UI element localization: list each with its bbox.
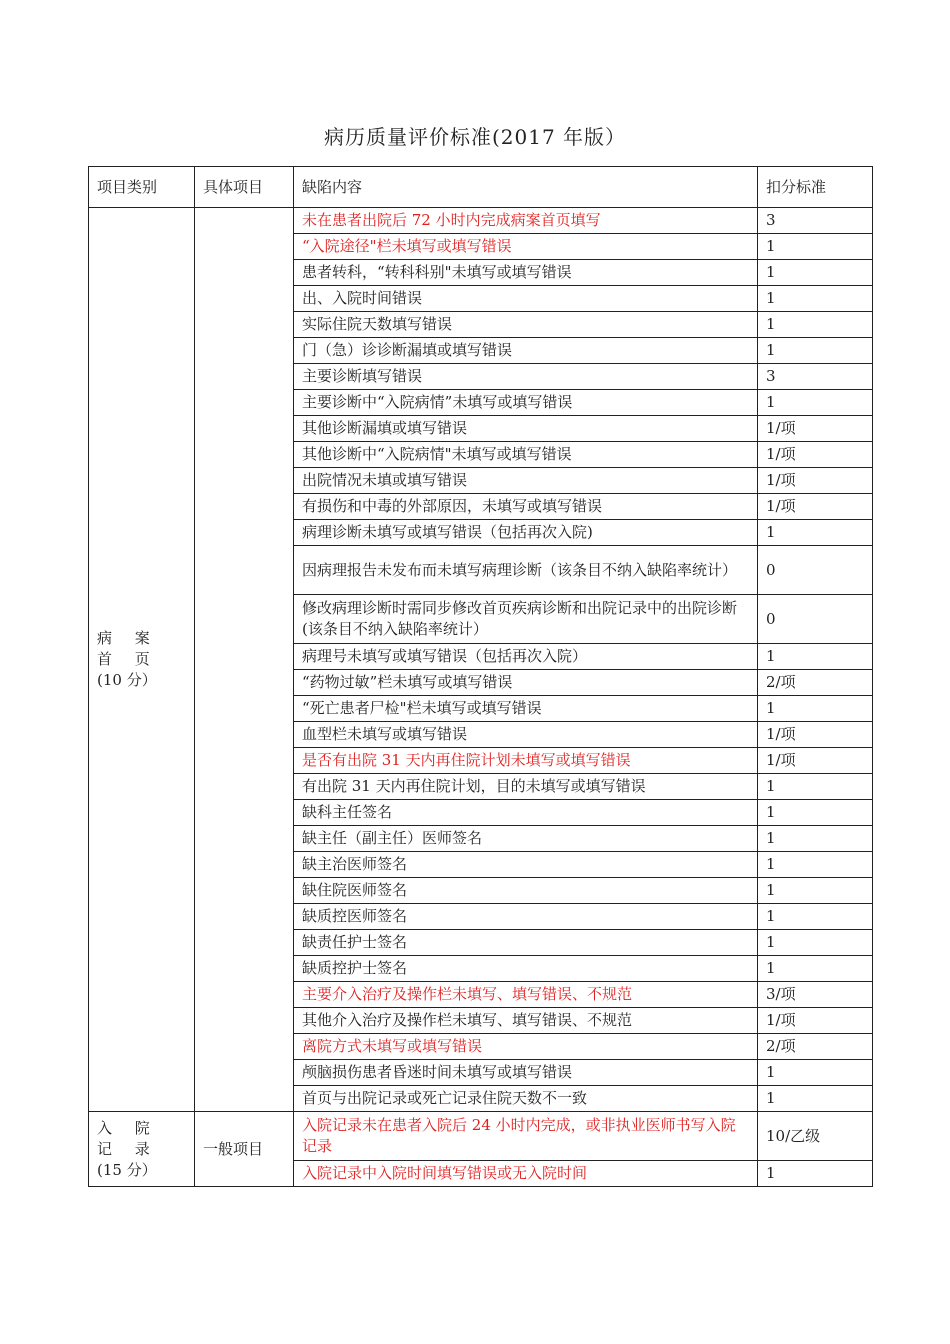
deduction-cell: 1 <box>758 826 873 852</box>
defect-cell: “入院途径"栏未填写或填写错误 <box>294 234 758 260</box>
defect-cell: 血型栏未填写或填写错误 <box>294 722 758 748</box>
defect-cell: 缺质控医师签名 <box>294 904 758 930</box>
category-cell <box>89 1112 195 1187</box>
defect-cell: 颅脑损伤患者昏迷时间未填写或填写错误 <box>294 1060 758 1086</box>
defect-cell: 主要诊断中“入院病情”未填写或填写错误 <box>294 390 758 416</box>
deduction-cell: 1 <box>758 390 873 416</box>
deduction-cell: 3/项 <box>758 982 873 1008</box>
deduction-cell: 1 <box>758 878 873 904</box>
defect-cell: 出、入院时间错误 <box>294 286 758 312</box>
header-defect: 缺陷内容 <box>294 167 758 208</box>
defect-cell: 缺责任护士签名 <box>294 930 758 956</box>
defect-cell: 因病理报告未发布而未填写病理诊断（该条目不纳入缺陷率统计） <box>294 546 758 595</box>
defect-cell: 主要介入治疗及操作栏未填写、填写错误、不规范 <box>294 982 758 1008</box>
deduction-cell: 1 <box>758 1086 873 1112</box>
deduction-cell: 1/项 <box>758 748 873 774</box>
category-score: (15 分） <box>97 1160 157 1179</box>
defect-cell: 门（急）诊诊断漏填或填写错误 <box>294 338 758 364</box>
defect-cell: “药物过敏”栏未填写或填写错误 <box>294 670 758 696</box>
defect-cell: 有损伤和中毒的外部原因，未填写或填写错误 <box>294 494 758 520</box>
defect-cell: 实际住院天数填写错误 <box>294 312 758 338</box>
defect-cell: 出院情况未填或填写错误 <box>294 468 758 494</box>
defect-cell: 未在患者出院后 72 小时内完成病案首页填写 <box>294 208 758 234</box>
defect-cell: 缺住院医师签名 <box>294 878 758 904</box>
item-cell: 一般项目 <box>195 1112 294 1187</box>
deduction-cell: 1 <box>758 930 873 956</box>
page-title: 病历质量评价标准(2017 年版） <box>323 125 627 149</box>
deduction-cell: 0 <box>758 595 873 644</box>
deduction-cell: 3 <box>758 208 873 234</box>
deduction-cell: 1 <box>758 520 873 546</box>
deduction-cell: 1 <box>758 696 873 722</box>
defect-cell: 首页与出院记录或死亡记录住院天数不一致 <box>294 1086 758 1112</box>
defect-cell: 入院记录未在患者入院后 24 小时内完成，或非执业医师书写入院记录 <box>294 1112 758 1161</box>
defect-cell: “死亡患者尸检"栏未填写或填写错误 <box>294 696 758 722</box>
deduction-cell: 1 <box>758 286 873 312</box>
defect-cell: 主要诊断填写错误 <box>294 364 758 390</box>
deduction-cell: 2/项 <box>758 670 873 696</box>
defect-cell: 缺主治医师签名 <box>294 852 758 878</box>
defect-cell: 患者转科，“转科科别"未填写或填写错误 <box>294 260 758 286</box>
defect-cell: 修改病理诊断时需同步修改首页疾病诊断和出院记录中的出院诊断(该条目不纳入缺陷率统计） <box>294 595 758 644</box>
table-row <box>89 1112 873 1161</box>
defect-cell: 其他介入治疗及操作栏未填写、填写错误、不规范 <box>294 1008 758 1034</box>
deduction-cell: 2/项 <box>758 1034 873 1060</box>
defect-cell: 离院方式未填写或填写错误 <box>294 1034 758 1060</box>
deduction-cell: 1 <box>758 800 873 826</box>
category-name: 病 案 首 页 <box>97 629 159 668</box>
category-cell <box>89 208 195 1112</box>
deduction-cell: 0 <box>758 546 873 595</box>
deduction-cell: 1/项 <box>758 1008 873 1034</box>
defect-cell: 有出院 31 天内再住院计划，目的未填写或填写错误 <box>294 774 758 800</box>
deduction-cell: 10/乙级 <box>758 1112 873 1161</box>
defect-cell: 其他诊断漏填或填写错误 <box>294 416 758 442</box>
deduction-cell: 1 <box>758 338 873 364</box>
table-header-row <box>89 167 873 208</box>
defect-cell: 缺主任（副主任）医师签名 <box>294 826 758 852</box>
deduction-cell: 1/项 <box>758 416 873 442</box>
deduction-cell: 1/项 <box>758 494 873 520</box>
defect-cell: 其他诊断中“入院病情"未填写或填写错误 <box>294 442 758 468</box>
deduction-cell: 3 <box>758 364 873 390</box>
deduction-cell: 1 <box>758 852 873 878</box>
criteria-table <box>88 166 873 1187</box>
deduction-cell: 1 <box>758 234 873 260</box>
header-category: 项目类别 <box>89 167 195 208</box>
table-row <box>89 208 873 234</box>
deduction-cell: 1 <box>758 260 873 286</box>
header-deduction: 扣分标准 <box>758 167 873 208</box>
defect-cell: 病理诊断未填写或填写错误（包括再次入院) <box>294 520 758 546</box>
category-name: 入 院 记 录 <box>97 1118 159 1158</box>
defect-cell: 是否有出院 31 天内再住院计划未填写或填写错误 <box>294 748 758 774</box>
deduction-cell: 1 <box>758 956 873 982</box>
deduction-cell: 1 <box>758 904 873 930</box>
header-item: 具体项目 <box>195 167 294 208</box>
defect-cell: 病理号未填写或填写错误（包括再次入院） <box>294 644 758 670</box>
deduction-cell: 1/项 <box>758 468 873 494</box>
deduction-cell: 1 <box>758 312 873 338</box>
deduction-cell: 1/项 <box>758 722 873 748</box>
item-cell <box>195 208 294 1112</box>
deduction-cell: 1 <box>758 1060 873 1086</box>
defect-cell: 缺科主任签名 <box>294 800 758 826</box>
deduction-cell: 1 <box>758 774 873 800</box>
defect-cell: 入院记录中入院时间填写错误或无入院时间 <box>294 1161 758 1187</box>
category-score: (10 分） <box>97 671 157 689</box>
defect-cell: 缺质控护士签名 <box>294 956 758 982</box>
deduction-cell: 1 <box>758 644 873 670</box>
deduction-cell: 1 <box>758 1161 873 1187</box>
deduction-cell: 1/项 <box>758 442 873 468</box>
